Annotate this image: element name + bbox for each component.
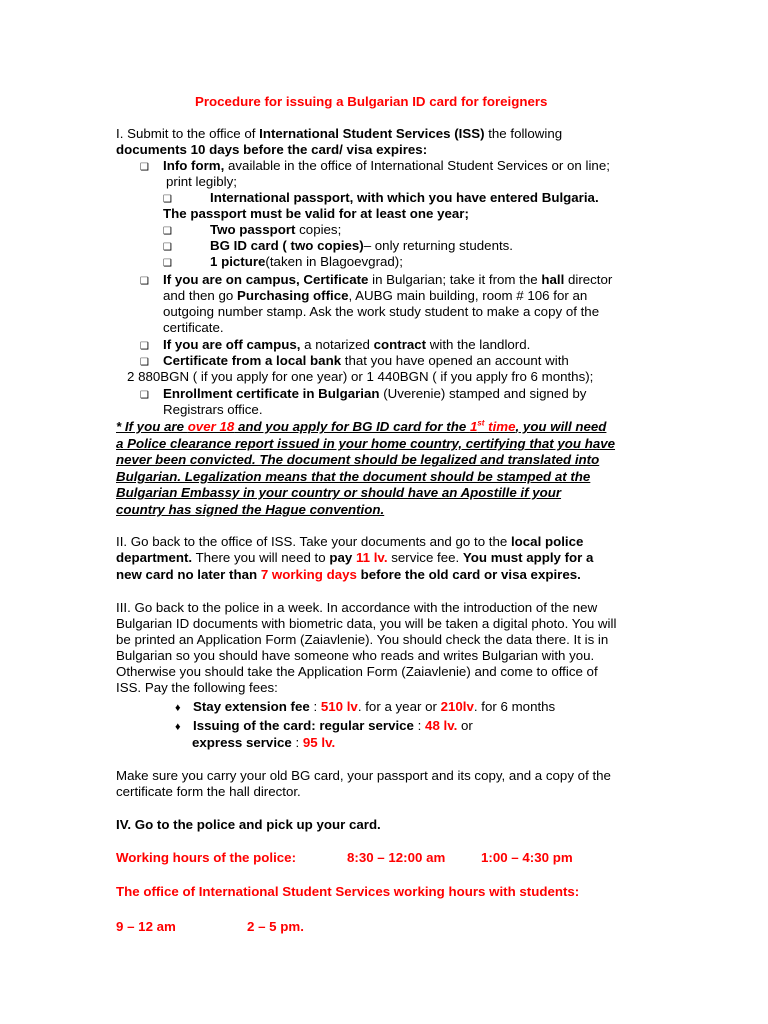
police-hours-afternoon: 1:00 – 4:30 pm: [481, 850, 573, 865]
note-line-3: never been convicted. The document should be legalized and translated into: [116, 452, 600, 467]
checkbox-bullet-icon: ❑: [140, 357, 149, 368]
section-3-line-5: Otherwise you should take the Application Form (Zaiavlenie) and come to office of: [116, 664, 598, 679]
item-on-campus-cont-3: certificate.: [163, 320, 224, 335]
checkbox-bullet-icon: ❑: [163, 258, 172, 269]
item-enrollment-cont: Registrars office.: [163, 402, 263, 417]
note-line-4: Bulgarian. Legalization means that the document should be stamped at the: [116, 469, 591, 484]
note-line-2: a Police clearance report issued in your home country, certifying that you have: [116, 436, 616, 451]
section-1-intro: I. Submit to the office of International Student Services (ISS) the following: [116, 126, 563, 141]
carry-note-line-1: Make sure you carry your old BG card, your passport and its copy, and a copy of the: [116, 768, 611, 783]
item-on-campus-cont: and then go Purchasing office, AUBG main building, room # 106 for an: [163, 288, 588, 303]
item-bank-certificate-cont: 2 880BGN ( if you apply for one year) or 1 440BGN ( if you apply fro 6 months);: [127, 369, 594, 384]
item-passport-cont: The passport must be valid for at least one year;: [163, 206, 469, 221]
iss-hours-afternoon: 2 – 5 pm.: [247, 919, 304, 934]
section-3-line-2: Bulgarian ID documents with biometric data, you will be taken a digital photo. You will: [116, 616, 617, 631]
fee-stay-extension: ♦ Stay extension fee : 510 lv. for a year or 210lv. for 6 months: [175, 699, 556, 714]
item-passport-copies: ❑ Two passport copies;: [163, 222, 341, 240]
checkbox-bullet-icon: ❑: [140, 276, 149, 287]
carry-note-line-2: certificate form the hall director.: [116, 784, 301, 799]
item-on-campus-cont-2: outgoing number stamp. Ask the work study student to make a copy of the: [163, 304, 600, 319]
checkbox-bullet-icon: ❑: [163, 226, 172, 237]
checkbox-bullet-icon: ❑: [163, 242, 172, 253]
checkbox-bullet-icon: ❑: [140, 390, 149, 401]
item-on-campus: ❑ If you are on campus, Certificate in Bulgarian; take it from the hall director: [140, 272, 612, 290]
item-picture: ❑ 1 picture(taken in Blagoevgrad);: [163, 254, 403, 272]
item-info-form-cont: print legibly;: [166, 174, 237, 189]
fee-card-regular: ♦ Issuing of the card: regular service : 48 lv. or: [175, 718, 473, 733]
section-4-heading: IV. Go to the police and pick up your card.: [116, 817, 381, 832]
checkbox-bullet-icon: ❑: [163, 194, 172, 205]
police-hours-morning: 8:30 – 12:00 am: [347, 850, 446, 865]
iss-hours-label: The office of International Student Services working hours with students:: [116, 884, 580, 899]
fee-card-express: express service : 95 lv.: [192, 735, 336, 750]
section-3-line-3: be printed an Application Form (Zaiavlenie). You should check the data there. It is in: [116, 632, 609, 647]
section-1-intro-cont: documents 10 days before the card/ visa expires:: [116, 142, 428, 157]
checkbox-bullet-icon: ❑: [140, 341, 149, 352]
section-2-line-2: department. There you will need to pay 11 lv. service fee. You must apply for a: [116, 550, 594, 565]
section-3-line-6: ISS. Pay the following fees:: [116, 680, 278, 695]
diamond-bullet-icon: ♦: [175, 721, 181, 733]
note-line-6: country has signed the Hague convention.: [116, 502, 385, 517]
iss-hours-morning: 9 – 12 am: [116, 919, 176, 934]
item-bg-id: ❑ BG ID card ( two copies)– only returning students.: [163, 238, 513, 256]
item-off-campus: ❑ If you are off campus, a notarized contract with the landlord.: [140, 337, 530, 355]
note-line-5: Bulgarian Embassy in your country or should have an Apostille if your: [116, 485, 562, 500]
police-hours-label: Working hours of the police:: [116, 850, 297, 865]
checkbox-bullet-icon: ❑: [140, 162, 149, 173]
item-info-form: ❑ Info form, available in the office of International Student Services or on line;: [140, 158, 610, 176]
section-3-line-1: III. Go back to the police in a week. In accordance with the introduction of the new: [116, 600, 598, 615]
item-bank-certificate: ❑ Certificate from a local bank that you have opened an account with: [140, 353, 569, 371]
page-title: Procedure for issuing a Bulgarian ID card for foreigners: [195, 94, 548, 109]
section-2-line-1: II. Go back to the office of ISS. Take your documents and go to the local police: [116, 534, 584, 549]
section-2-line-3: new card no later than 7 working days before the old card or visa expires.: [116, 567, 581, 582]
section-3-line-4: Bulgarian so you should have someone who reads and writes Bulgarian with you.: [116, 648, 595, 663]
item-enrollment: ❑ Enrollment certificate in Bulgarian (Uverenie) stamped and signed by: [140, 386, 586, 404]
diamond-bullet-icon: ♦: [175, 702, 181, 714]
note-police-clearance: * If you are over 18 and you apply for BG ID card for the 1st time, you will need: [116, 418, 607, 434]
item-passport: ❑ International passport, with which you have entered Bulgaria.: [163, 190, 599, 208]
